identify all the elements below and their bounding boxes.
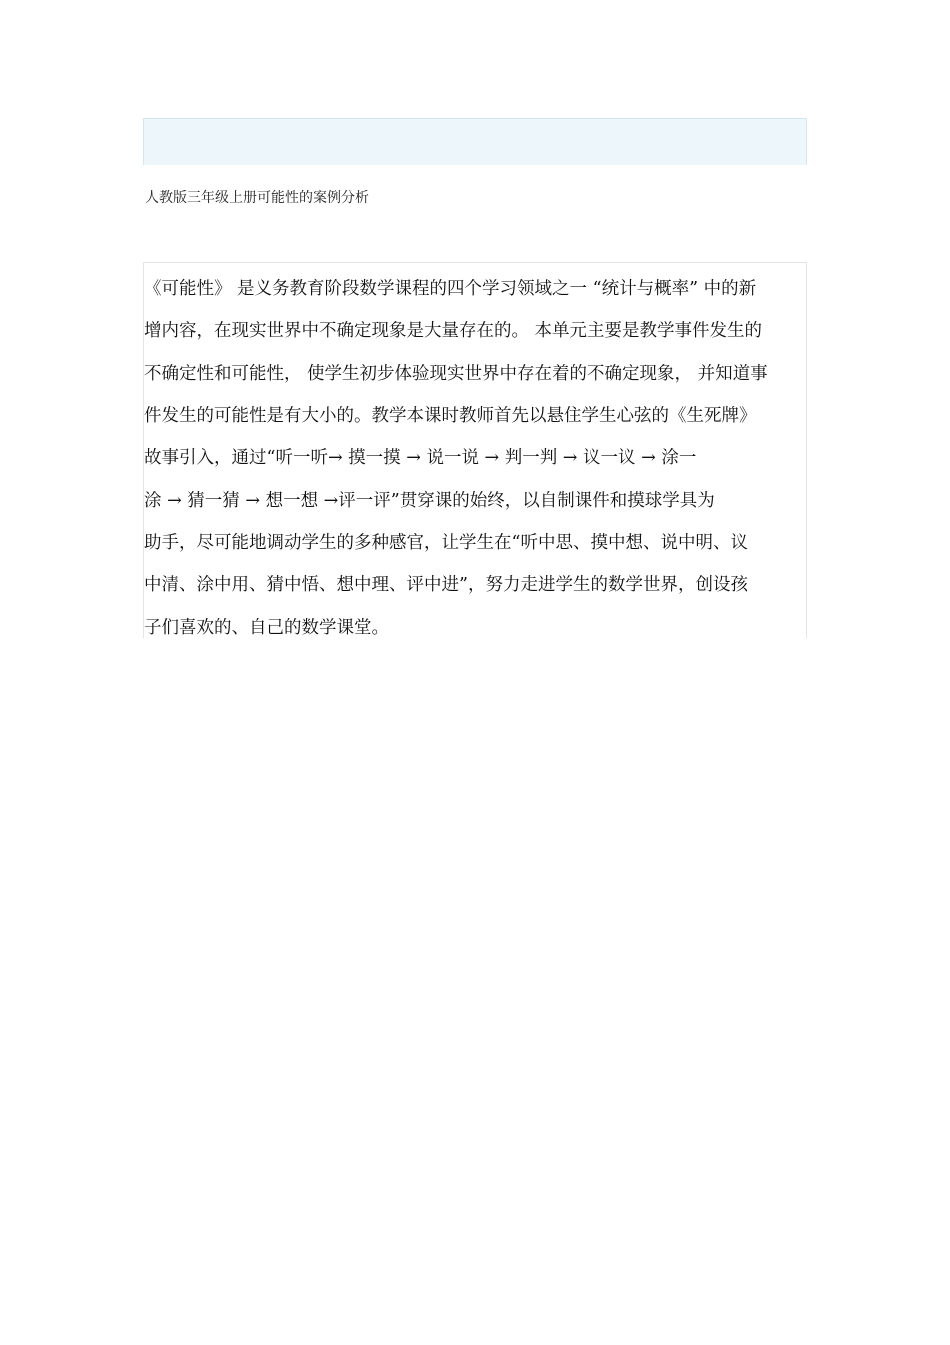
header-band bbox=[143, 118, 807, 165]
paragraph-line: 增内容，在现实世界中不确定现象是大量存在的。 本单元主要是教学事件发生的 bbox=[144, 321, 763, 341]
document-title: 人教版三年级上册可能性的案例分析 bbox=[145, 190, 369, 206]
paragraph-line: 涂 → 猜一猜 → 想一想 →评一评”贯穿课的始终，以自制课件和摸球学具为 bbox=[144, 491, 715, 511]
paragraph-line: 不确定性和可能性， 使学生初步体验现实世界中存在着的不确定现象， 并知道事 bbox=[144, 364, 768, 384]
content-box bbox=[143, 262, 807, 638]
paragraph-line: 助手，尽可能地调动学生的多种感官，让学生在“听中思、摸中想、说中明、议 bbox=[144, 533, 748, 553]
paragraph-line: 《可能性》 是义务教育阶段数学课程的四个学习领域之一 “统计与概率” 中的新 bbox=[144, 279, 757, 299]
paragraph-line: 故事引入，通过“听一听→ 摸一摸 → 说一说 → 判一判 → 议一议 → 涂一 bbox=[144, 448, 697, 468]
paragraph-line: 子们喜欢的、自己的数学课堂。 bbox=[144, 618, 389, 638]
paragraph-line: 中清、涂中用、猜中悟、想中理、评中进”，努力走进学生的数学世界，创设孩 bbox=[144, 575, 748, 595]
paragraph-line: 件发生的可能性是有大小的。教学本课时教师首先以悬住学生心弦的《生死牌》 bbox=[144, 406, 757, 426]
